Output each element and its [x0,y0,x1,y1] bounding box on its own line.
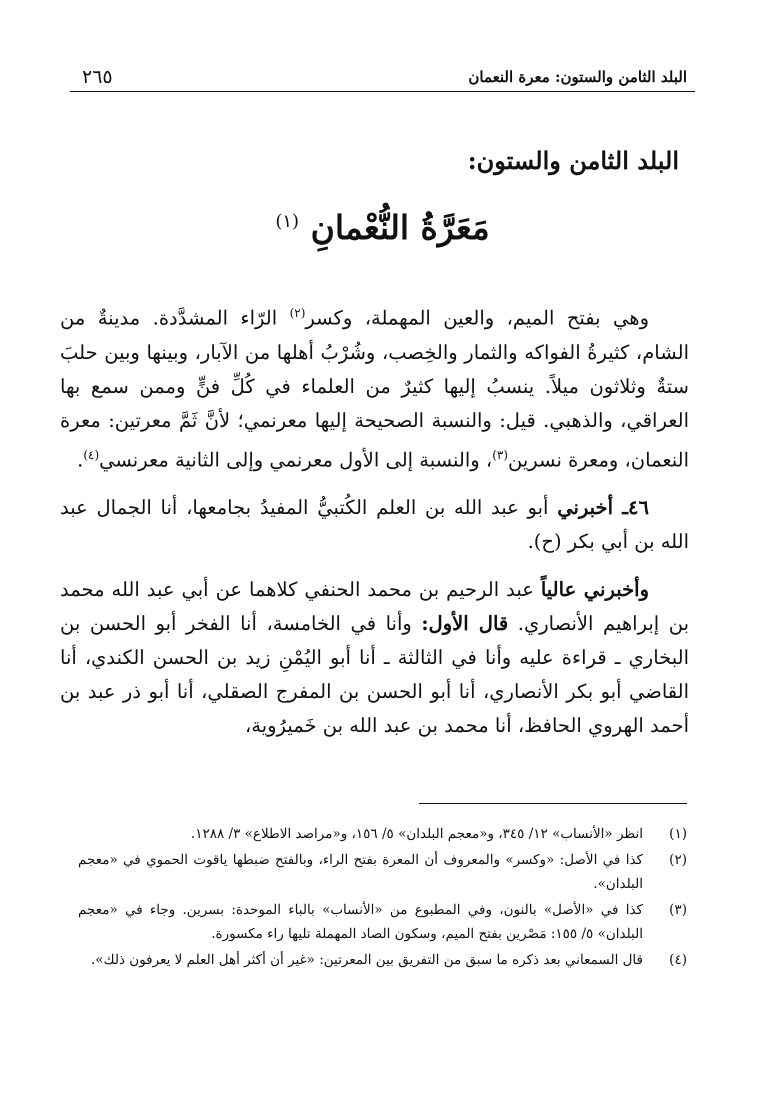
section-heading: البلد الثامن والستون: [467,146,679,175]
body-text [60,296,689,757]
footnote-ref: (١) [275,211,300,232]
city-title [0,208,765,247]
footnote [78,948,687,972]
footnote [78,822,687,846]
running-title: البلد الثامن والستون: معرة النعمان [468,68,687,86]
footnote-number: (٣) [669,902,687,918]
header-rule [70,91,695,92]
running-header [70,58,695,92]
text-run: وأنا في الخامسة، أنا الفخر أبو الحسن بن البخاري ـ قراءة عليه وأنا في الثالثة ـ أنا أبو اليُمْنِ زيد بن الحسن الكندي، أنا القاضي أبو بكر الأنصاري، أنا أبو الحسن بن المفرج الصقلي، أنا أبو ذر عبد بن أحمد الهروي الحافظ، أنا محمد بن عبد الله بن خَميرُوية، [60,612,689,737]
footnote-text: انظر «الأنساب» ١٢/ ٣٤٥، و«معجم البلدان» ٥/ ١٥٦، و«مراصد الاطلاع» ٣/ ١٢٨٨. [190,826,643,842]
text-run: أبو عبد الله بن العلم الكُتبيُّ المفيدُ بجامعها، أنا الجمال عبد الله بن أبي بكر (ح). [60,496,689,553]
paragraph-description [60,296,689,477]
paragraph-hadith-chain [60,573,689,743]
text-run-bold: قال الأول: [421,612,509,635]
page-number: ٢٦٥ [82,66,113,88]
footnote-ref: (٤) [83,447,100,462]
city-title-text: مَعَرَّةُ النُّعْمانِ [310,208,490,247]
text-run: ، والنسبة إلى الأول معرنمي وإلى الثانية معرنسي [99,448,493,471]
footnote-number: (٢) [669,852,687,868]
text-run: وهي بفتح الميم، والعين المهملة، وكسر [305,306,649,330]
footnote-text: كذا في الأصل: «وكسر» والمعروف أن المعرة بفتح الراء، وبالفتح ضبطها ياقوت الحموي في «معجم البلدان». [78,852,643,892]
footnote-text: قال السمعاني بعد ذكره ما سبق من التفريق بين المعرتين: «غير أن أكثر أهل العلم لا يعرفون ذلك». [90,952,643,968]
footnote-number: (١) [669,826,687,842]
text-run: . [77,448,84,471]
text-run: عبد الرحيم بن محمد الحنفي كلاهما عن أبي عبد الله محمد بن إبراهيم الأنصاري. [60,578,689,635]
footnotes [78,822,687,974]
footnote-ref: (٢) [289,306,306,320]
text-run-bold: وأخبرني عالياً [540,578,649,601]
text-run: الرّاء المشدَّدة. مدينةٌ من الشام، كثيرةُ الفواكه والثمار والخِصب، وشُرْبُ أهلها من الآبار، وبينها وبين حلبَ ستةٌ وثلاثون ميلاً. ينسبُ إليها كثيرٌ من العلماء في كُلِّ فنٍّ وممن سمع بها العراقي، والذهبي. قيل: والنسبة الصحيحة إليها معرنمي؛ لأنَّ ثَمَّ معرتين: معرة النعمان، ومعرة نسرين [60,306,689,471]
text-run-bold: ٤٦ـ أخبرني [557,496,649,519]
footnote-rule [419,803,687,804]
footnote-ref: (٣) [492,447,509,462]
footnote-number: (٤) [669,952,687,968]
footnote-text: كذا في «الأصل» بالنون، وفي المطبوع من «الأنساب» بالباء الموحدة: بسرين. وجاء في «معجم البلدان» ٥/ ١٥٥: مَصْرين بفتح الميم، وسكون الصاد المهملة تليها راء مكسورة. [78,902,643,942]
footnote [78,848,687,896]
footnote [78,898,687,946]
paragraph-hadith-chain [60,491,689,559]
